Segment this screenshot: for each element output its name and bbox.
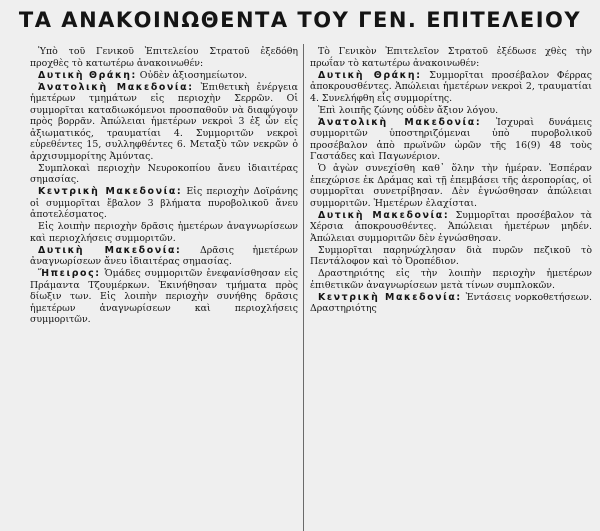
paragraph-text: Ὁ ἀγὼν συνεχίσθη καθ᾽ ὅλην τὴν ἡμέραν. Ἐσπέραν ἐπεχώρισε ἐκ Δράμας καὶ τῇ ἐπεμβάσει τῆς ἀεροπορίας, οἱ συμμορῖται συνετρίβησαν. Δὲν ἐγνώσθησαν ἀπώλειαι συμμοριτῶν. Ἡμετέρων ἐλαχίσται. xyxy=(310,163,592,209)
article-paragraph xyxy=(30,268,298,326)
paragraph-text: Εἰς λοιπὴν περιοχὴν δρᾶσις ἡμετέρων ἀναγνωρίσεων καὶ περιοχλήσεις συμμοριτῶν. xyxy=(30,221,298,244)
article-paragraph xyxy=(30,186,298,221)
paragraph-text: Ὁμάδες συμμοριτῶν ἐνεφανίσθησαν εἰς Πράμαντα Τζουμέρκων. Ἐκινήθησαν τμήματα πρὸς δίωξιν των. Εἰς λοιπὴν περιοχὴν συνήθης δρᾶσις ἡμετέρων ἀναγνωρίσεων καὶ περιοχλήσεις συμμοριτῶν. xyxy=(30,268,298,325)
article-paragraph xyxy=(310,70,592,105)
region-heading: Δυτικὴ Θράκη: xyxy=(38,69,137,81)
region-heading: Ἀνατολικὴ Μακεδονία: xyxy=(318,116,482,128)
paragraph-text: Τὸ Γενικὸν Ἐπιτελεῖον Στρατοῦ ἐξέδωσε χθὲς τὴν πρωΐαν τὸ κατωτέρω ἀνακοινωθέν: xyxy=(310,46,592,69)
region-heading: Κεντρικὴ Μακεδονία: xyxy=(318,291,462,303)
region-heading: Δυτικὴ Θράκη: xyxy=(318,69,422,81)
paragraph-text: Συμμορῖται παρηνώχλησαν διὰ πυρῶν πεζικοῦ τὸ Πεντάλοφον καὶ τὸ Ὀροπέδιον. xyxy=(310,244,592,267)
paragraph-text: Ἐπὶ λοιπῆς ζώνης οὐδὲν ἄξιον λόγου. xyxy=(318,104,499,116)
right-column xyxy=(310,46,592,531)
article-paragraph xyxy=(310,46,592,69)
left-column xyxy=(30,46,298,531)
article-paragraph xyxy=(310,292,592,315)
region-heading: Ἤπειρος: xyxy=(38,268,101,279)
paragraph-text: Συμπλοκαὶ περιοχὴν Νευροκοπίου ἄνευ ἰδιαιτέρας σημασίας. xyxy=(30,162,298,185)
region-heading: Ἀνατολικὴ Μακεδονία: xyxy=(38,81,194,93)
paragraph-text: Ἐπιθετικὴ ἐνέργεια ἡμετέρων τμημάτων εἰς περιοχὴν Σερρῶν. Οἱ συμμορῖται καταδιωκόμενοι προσπαθοῦν νὰ διαφύγουν πρὸς βορρᾶν. Ἀπώλειαι ἡμετέρων νεκροὶ 3 ἐξ ὧν εἷς ἀξιωματικός, τραυματίαι 4. Συμμοριτῶν νεκροὶ εὑρεθέντες 15, συλληφθέντες 6. Μεταξὺ τῶν νεκρῶν ὁ ἀρχισυμμορίτης Ἀμύντας. xyxy=(30,81,298,162)
paragraph-text: Δρᾶσις ἡμετέρων ἀναγνωρίσεων ἄνευ ἰδιαιτέρας σημασίας. xyxy=(30,244,298,267)
paragraph-text: Οὐδὲν ἀξιοσημείωτον. xyxy=(136,69,248,81)
article-paragraph xyxy=(310,245,592,268)
article-paragraph xyxy=(310,105,592,117)
article-paragraph xyxy=(30,163,298,186)
article-paragraph xyxy=(30,221,298,244)
article-paragraph xyxy=(30,82,298,163)
paragraph-text: Δραστηριότης εἰς τὴν λοιπὴν περιοχὴν ἡμετέρων ἐπιθετικῶν ἀναγνωρίσεων μετὰ τίνων συμπλοκῶν. xyxy=(310,268,592,291)
region-heading: Δυτικὴ Μακεδονία: xyxy=(318,209,450,221)
region-heading: Δυτικὴ Μακεδονία: xyxy=(38,244,182,256)
article-paragraph xyxy=(310,117,592,163)
column-divider xyxy=(303,44,304,531)
article-paragraph xyxy=(310,210,592,245)
article-paragraph xyxy=(310,268,592,291)
paragraph-text: Ἐντάσεις νορκοθετήσεων. Δραστηριότης xyxy=(310,291,592,314)
headline: ΤΑ ΑΝΑΚΟΙΝΩΘΕΝΤΑ ΤΟΥ ΓΕΝ. ΕΠΙΤΕΛΕΙΟΥ xyxy=(18,8,582,32)
article-paragraph xyxy=(30,245,298,268)
paragraph-text: Ὑπὸ τοῦ Γενικοῦ Ἐπιτελείου Στρατοῦ ἐξεδόθη προχθὲς τὸ κατωτέρω ἀνακοινωθέν: xyxy=(30,46,298,69)
paragraph-text: Εἰς περιοχὴν Δοϊράνης οἱ συμμορῖται ἔβαλον 3 βλήματα πυροβολικοῦ ἄνευ ἀποτελέσματος. xyxy=(30,186,298,220)
article-paragraph xyxy=(30,46,298,69)
paragraph-text: Συμμορῖται προσέβαλον Φέρρας ἀποκρουσθέντες. Ἀπώλειαι ἡμετέρων νεκροὶ 2, τραυματίαι 4. Συνελήφθη εἷς συμμορίτης. xyxy=(310,69,592,104)
paragraph-text: Συμμορῖται προσέβαλον τὰ Χέρσια ἀποκρουσθέντες. Ἀπώλειαι ἡμετέρων μηδέν. Ἀπώλειαι συμμοριτῶν δὲν ἐγνώσθησαν. xyxy=(310,209,592,244)
article-paragraph xyxy=(30,70,298,82)
paragraph-text: Ἰσχυραὶ δυνάμεις συμμοριτῶν ὑποστηριζόμεναι ὑπὸ πυροβολικοῦ προσέβαλον ἀπὸ πρωϊνῶν ὡρῶν τῆς 16(9) 48 τοὺς Γαστάδες καὶ Παγωνέριον. xyxy=(310,116,592,162)
article-paragraph xyxy=(310,163,592,209)
region-heading: Κεντρικὴ Μακεδονία: xyxy=(38,186,183,197)
